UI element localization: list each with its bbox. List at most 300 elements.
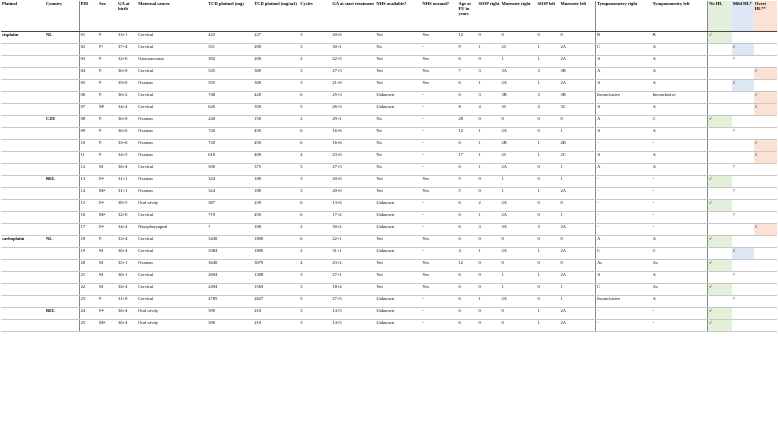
cell-age: 6	[457, 296, 477, 308]
cell-mild: √	[732, 80, 754, 92]
cell-tymp-r: A	[596, 236, 652, 248]
cell-cancer: Osteosarcoma	[137, 56, 207, 68]
cell-mild	[732, 284, 754, 296]
cell-tcd-mg: 500	[207, 164, 253, 176]
cell-nhs-normal: -	[421, 128, 457, 140]
header-cell: Tympanometry left	[652, 1, 708, 32]
cell-siop-r: 4	[477, 104, 500, 116]
cell-nhs-avail: Yes	[375, 56, 421, 68]
cell-mu-l: 2A	[560, 272, 596, 284]
cell-platinol	[1, 80, 45, 92]
cell-mu-l: 2A	[560, 188, 596, 200]
header-cell: Sex	[98, 1, 117, 32]
header-cell: Maternal cancer	[137, 1, 207, 32]
cell-platinol	[1, 164, 45, 176]
cell-no-hl: √	[708, 284, 732, 296]
cell-siop-l: 0	[537, 296, 560, 308]
cell-ga-birth: 33+1	[117, 32, 137, 44]
cell-tymp-l: A	[652, 128, 708, 140]
cell-tcd-mg: 748	[207, 92, 253, 104]
cell-tcd-m2: 150	[253, 116, 299, 128]
cell-mu-r: 0	[500, 260, 536, 272]
cell-tcd-m2: 375	[253, 164, 299, 176]
cell-sex: F	[98, 68, 117, 80]
cell-mild	[732, 92, 754, 104]
cell-cancer: Oral cavity	[137, 320, 207, 332]
cell-country: BEL	[45, 176, 79, 188]
cell-no-hl	[708, 224, 732, 236]
cell-mu-r: 2A	[500, 80, 536, 92]
cell-overt: √	[754, 92, 777, 104]
cell-mu-r: 0	[500, 116, 536, 128]
cell-country: NL	[45, 236, 79, 248]
cell-cancer: Cervical	[137, 92, 207, 104]
cell-tymp-l: C	[652, 248, 708, 260]
cell-tymp-r: B	[596, 32, 652, 44]
cell-sex: M¹	[98, 104, 117, 116]
cell-tcd-m2: 1800	[253, 248, 299, 260]
cell-tcd-m2: 1308	[253, 272, 299, 284]
cell-cancer: Cervical	[137, 44, 207, 56]
cell-age: 9	[457, 44, 477, 56]
cell-country	[45, 284, 79, 296]
cell-age: 4	[457, 248, 477, 260]
cell-tymp-l: -	[652, 308, 708, 320]
cell-tymp-r: A	[596, 164, 652, 176]
cell-siop-r: 0	[477, 272, 500, 284]
cell-nhs-normal: -	[421, 140, 457, 152]
cell-cycles: 5	[299, 296, 331, 308]
cell-cycles: 2	[299, 248, 331, 260]
cell-country	[45, 260, 79, 272]
cell-age: 5	[457, 176, 477, 188]
cell-tcd-mg: 610	[207, 152, 253, 164]
cell-mild	[732, 176, 754, 188]
cell-tymp-l: A	[652, 56, 708, 68]
cell-pid: 12	[79, 164, 98, 176]
table-row	[1, 152, 777, 164]
cell-nhs-avail: No	[375, 44, 421, 56]
cell-mild: √	[732, 248, 754, 260]
cell-tcd-mg: 351	[207, 44, 253, 56]
cell-cancer: Cervical	[137, 236, 207, 248]
cell-tymp-r: A	[596, 104, 652, 116]
cell-tymp-r: -	[596, 320, 652, 332]
cell-siop-l: 0	[537, 212, 560, 224]
cell-overt	[754, 308, 777, 320]
cell-platinol	[1, 284, 45, 296]
cell-mu-r: 2A	[500, 296, 536, 308]
cell-overt	[754, 32, 777, 44]
cell-ga-start: 20+0	[331, 176, 375, 188]
cell-cycles: 2	[299, 116, 331, 128]
cell-pid: 02	[79, 44, 98, 56]
cell-ga-birth: 32+0	[117, 212, 137, 224]
cell-platinol	[1, 224, 45, 236]
cell-platinol	[1, 116, 45, 128]
cell-tcd-mg: 4785	[207, 296, 253, 308]
cell-tcd-m2: 100	[253, 224, 299, 236]
cell-mu-l: 3B	[560, 68, 596, 80]
cell-tcd-m2: 227	[253, 32, 299, 44]
cell-tymp-l: A	[652, 296, 708, 308]
table-row	[1, 44, 777, 56]
cell-ga-start: 14+5	[331, 308, 375, 320]
cell-ga-start: 13+6	[331, 200, 375, 212]
cell-nhs-avail: Unknown	[375, 224, 421, 236]
cell-mild	[732, 152, 754, 164]
cell-ga-birth: 34+4	[117, 224, 137, 236]
cell-country	[45, 164, 79, 176]
cell-cancer: Cervical	[137, 212, 207, 224]
cell-sex: F	[98, 128, 117, 140]
table-row	[1, 164, 777, 176]
cell-country	[45, 296, 79, 308]
cell-tymp-l: Inconclusive	[652, 92, 708, 104]
cell-mild	[732, 32, 754, 44]
cell-nhs-avail: Yes	[375, 68, 421, 80]
cell-mu-l: 0	[560, 260, 596, 272]
cell-tymp-l: -	[652, 188, 708, 200]
cell-tymp-l: -	[652, 320, 708, 332]
cell-mu-l: 1	[560, 164, 596, 176]
cell-ga-birth: 36+0	[117, 116, 137, 128]
cell-pid: 07	[79, 104, 98, 116]
cell-cycles: 3	[299, 284, 331, 296]
cell-pid: 09	[79, 128, 98, 140]
cell-cycles: 2	[299, 56, 331, 68]
cell-tcd-mg: 525	[207, 68, 253, 80]
cell-tcd-m2: 300	[253, 68, 299, 80]
table-row	[1, 116, 777, 128]
cell-siop-l: 1	[537, 272, 560, 284]
cell-country	[45, 248, 79, 260]
cell-age: 7	[457, 68, 477, 80]
cell-sex: F	[98, 296, 117, 308]
cell-siop-r: 0	[477, 308, 500, 320]
cell-country	[45, 152, 79, 164]
cell-siop-r: 0	[477, 56, 500, 68]
cell-mild	[732, 260, 754, 272]
cell-age: 6	[457, 212, 477, 224]
cell-nhs-normal: -	[421, 152, 457, 164]
cell-cycles: 6	[299, 140, 331, 152]
cell-cycles: 5	[299, 104, 331, 116]
cell-tymp-r: A	[596, 56, 652, 68]
cell-tymp-r: Inconclusive	[596, 296, 652, 308]
header-cell: TCD platinol (mg/m2)	[253, 1, 299, 32]
cell-cancer: Cervical	[137, 164, 207, 176]
cell-nhs-avail: No	[375, 152, 421, 164]
cell-tymp-l: A	[652, 152, 708, 164]
cell-no-hl: √	[708, 308, 732, 320]
cell-pid: 25	[79, 320, 98, 332]
cell-platinol	[1, 152, 45, 164]
cell-overt	[754, 296, 777, 308]
cell-tcd-m2: 1569	[253, 284, 299, 296]
cell-overt	[754, 44, 777, 56]
cell-mild	[732, 236, 754, 248]
table-row	[1, 272, 777, 284]
cell-cancer: Cervical	[137, 284, 207, 296]
cell-age: 8	[457, 104, 477, 116]
table-row	[1, 284, 777, 296]
cell-siop-r: 0	[477, 32, 500, 44]
cell-mu-r: 3C	[500, 104, 536, 116]
cell-mu-r: 0	[500, 308, 536, 320]
cell-mu-l: 1	[560, 128, 596, 140]
cell-ga-birth: 38+5	[117, 200, 137, 212]
cell-tcd-mg: 390	[207, 320, 253, 332]
cell-cancer: Ovarian	[137, 140, 207, 152]
cell-nhs-avail: Yes	[375, 236, 421, 248]
cell-ga-start: 22+1	[331, 236, 375, 248]
cell-siop-l: 3	[537, 92, 560, 104]
cell-siop-l: 1	[537, 140, 560, 152]
cell-nhs-avail: No	[375, 116, 421, 128]
cell-tymp-l: A	[652, 104, 708, 116]
cell-pid: 14	[79, 188, 98, 200]
cell-mild: √	[732, 44, 754, 56]
cell-siop-l: 4	[537, 104, 560, 116]
cell-cycles: 6	[299, 128, 331, 140]
cell-sex: F	[98, 32, 117, 44]
cell-tymp-r: -	[596, 200, 652, 212]
cell-cycles: 3	[299, 68, 331, 80]
cell-platinol	[1, 212, 45, 224]
cell-nhs-avail: No	[375, 164, 421, 176]
cell-nhs-normal: Yes	[421, 176, 457, 188]
cell-siop-r: 3	[477, 68, 500, 80]
cell-tcd-mg: 425	[207, 32, 253, 44]
cell-pid: 05	[79, 80, 98, 92]
cell-age: 6	[457, 224, 477, 236]
cell-no-hl: √	[708, 236, 732, 248]
cell-tymp-r: -	[596, 308, 652, 320]
cell-mu-l: 2A	[560, 308, 596, 320]
cell-mild	[732, 200, 754, 212]
cell-cancer: Ovarian	[137, 260, 207, 272]
cell-tymp-l: B	[652, 32, 708, 44]
cell-mu-r: 0	[500, 236, 536, 248]
cell-mild: ?	[732, 164, 754, 176]
cell-no-hl	[708, 56, 732, 68]
cell-mu-r: 3A	[500, 68, 536, 80]
cell-tcd-mg: 3640	[207, 260, 253, 272]
cell-platinol	[1, 128, 45, 140]
cell-siop-r: 1	[477, 296, 500, 308]
cell-siop-r: 1	[477, 164, 500, 176]
cell-tcd-m2: 300	[253, 80, 299, 92]
cell-nhs-normal: -	[421, 248, 457, 260]
cell-age: 12	[457, 32, 477, 44]
header-cell: SIOP left	[537, 1, 560, 32]
cell-siop-r: 1	[477, 44, 500, 56]
cell-tcd-m2: 450	[253, 212, 299, 224]
cell-nhs-avail: Unknown	[375, 92, 421, 104]
cell-ga-birth: 34+4	[117, 284, 137, 296]
cell-tcd-mg: 324	[207, 188, 253, 200]
cell-tymp-r: A	[596, 152, 652, 164]
header-cell: TCD platinol (mg)	[207, 1, 253, 32]
header-cell: Platinol	[1, 1, 45, 32]
cell-tymp-r: Inconclusive	[596, 92, 652, 104]
cell-tymp-l: A	[652, 236, 708, 248]
cell-age: 6	[457, 56, 477, 68]
cell-cycles: 3	[299, 272, 331, 284]
cell-mu-l: 2C	[560, 152, 596, 164]
cell-country	[45, 104, 79, 116]
cell-mu-r: 2A	[500, 200, 536, 212]
cell-mu-r: 0	[500, 32, 536, 44]
cell-cycles: 2	[299, 224, 331, 236]
cell-ga-birth: 34+5	[117, 152, 137, 164]
cell-tymp-l: -	[652, 200, 708, 212]
cell-age: 6	[457, 308, 477, 320]
cell-no-hl	[708, 104, 732, 116]
cell-mu-r: 1	[500, 284, 536, 296]
cell-nhs-normal: -	[421, 296, 457, 308]
header-cell: Country	[45, 1, 79, 32]
cell-country	[45, 44, 79, 56]
cell-overt	[754, 128, 777, 140]
cell-mild: ?	[732, 128, 754, 140]
cell-overt: √	[754, 152, 777, 164]
cell-ga-birth: 35+1	[117, 260, 137, 272]
cell-overt: √	[754, 104, 777, 116]
cell-cancer: Oral cavity	[137, 308, 207, 320]
cell-ga-start: 31+1	[331, 248, 375, 260]
cell-platinol	[1, 68, 45, 80]
cell-ga-birth: 31+1	[117, 176, 137, 188]
cell-ga-birth: 36+2	[117, 92, 137, 104]
header-cell: Mild HL*	[732, 1, 754, 32]
cell-tcd-mg: 240	[207, 116, 253, 128]
cell-ga-birth: 33+4	[117, 236, 137, 248]
header-cell: Muenster right	[500, 1, 536, 32]
cell-tymp-r: A	[596, 128, 652, 140]
cell-tcd-m2: 180	[253, 188, 299, 200]
cell-nhs-avail: Unknown	[375, 200, 421, 212]
cell-tymp-r: -	[596, 176, 652, 188]
cell-mu-l: 2A	[560, 248, 596, 260]
cell-mu-r: 0	[500, 320, 536, 332]
cell-mu-l: 3C	[560, 104, 596, 116]
cell-mu-l: 3A	[560, 224, 596, 236]
cell-overt	[754, 116, 777, 128]
cell-mu-r: 2C	[500, 44, 536, 56]
cell-pid: 08	[79, 116, 98, 128]
cell-pid: 11	[79, 152, 98, 164]
cell-nhs-avail: Yes	[375, 260, 421, 272]
cell-pid: 24	[79, 308, 98, 320]
cell-platinol	[1, 92, 45, 104]
cell-overt	[754, 248, 777, 260]
cell-mu-r: 3A	[500, 224, 536, 236]
cell-no-hl	[708, 188, 732, 200]
cell-country	[45, 224, 79, 236]
cell-nhs-normal: -	[421, 200, 457, 212]
cell-ga-birth: 36+6	[117, 128, 137, 140]
cell-nhs-normal: Yes	[421, 188, 457, 200]
cell-age: 6	[457, 272, 477, 284]
cell-overt	[754, 284, 777, 296]
cell-sex: F	[98, 92, 117, 104]
cell-nhs-normal: -	[421, 212, 457, 224]
header-cell: Age at FU in years	[457, 1, 477, 32]
table-row	[1, 224, 777, 236]
cell-overt	[754, 176, 777, 188]
header-cell: NHS normal?	[421, 1, 457, 32]
cell-ga-start: 20+0	[331, 188, 375, 200]
table-row	[1, 140, 777, 152]
cell-no-hl: √	[708, 320, 732, 332]
cell-siop-l: 0	[537, 236, 560, 248]
cell-cancer: Ovarian	[137, 152, 207, 164]
cell-pid: 01	[79, 32, 98, 44]
cell-tymp-l: -	[652, 140, 708, 152]
cell-overt: √	[754, 140, 777, 152]
cell-sex: F¹	[98, 44, 117, 56]
cell-tcd-mg: 719	[207, 212, 253, 224]
cell-pid: 20	[79, 260, 98, 272]
cell-siop-l: 0	[537, 284, 560, 296]
cell-overt	[754, 212, 777, 224]
cell-overt	[754, 164, 777, 176]
cell-platinol	[1, 44, 45, 56]
cell-mild: ?	[732, 212, 754, 224]
cell-tymp-l: A	[652, 68, 708, 80]
cell-siop-l: 1	[537, 44, 560, 56]
cell-age: 6	[457, 200, 477, 212]
cell-mild	[732, 308, 754, 320]
cell-siop-l: 0	[537, 128, 560, 140]
cell-pid: 13	[79, 176, 98, 188]
cell-cancer: Ovarian	[137, 128, 207, 140]
cell-ga-birth: 36+0	[117, 68, 137, 80]
cell-nhs-avail: Unknown	[375, 308, 421, 320]
cell-siop-r: 0	[477, 284, 500, 296]
cell-mu-r: 2A	[500, 212, 536, 224]
cell-mu-r: 1	[500, 176, 536, 188]
cell-tcd-m2: 2627	[253, 296, 299, 308]
cell-tymp-l: C	[652, 116, 708, 128]
cell-sex: F≠	[98, 224, 117, 236]
patient-table	[1, 1, 777, 332]
cell-country	[45, 200, 79, 212]
cell-age: 6	[457, 164, 477, 176]
cell-overt	[754, 56, 777, 68]
cell-tymp-r: -	[596, 224, 652, 236]
table-row	[1, 248, 777, 260]
cell-sex: M	[98, 260, 117, 272]
cell-ga-birth: 34+4	[117, 104, 137, 116]
cell-overt	[754, 236, 777, 248]
cell-tcd-mg: 3438	[207, 236, 253, 248]
header-cell: SIOP right	[477, 1, 500, 32]
table-row	[1, 308, 777, 320]
cell-mu-l: 0	[560, 116, 596, 128]
cell-cycles: 3	[299, 188, 331, 200]
cell-mu-l: 1	[560, 284, 596, 296]
cell-ga-birth: 36+1	[117, 272, 137, 284]
cell-tymp-r: A	[596, 272, 652, 284]
cell-nhs-normal: -	[421, 116, 457, 128]
cell-mild	[732, 104, 754, 116]
cell-sex: F	[98, 56, 117, 68]
cell-siop-r: 0	[477, 116, 500, 128]
cell-overt	[754, 260, 777, 272]
